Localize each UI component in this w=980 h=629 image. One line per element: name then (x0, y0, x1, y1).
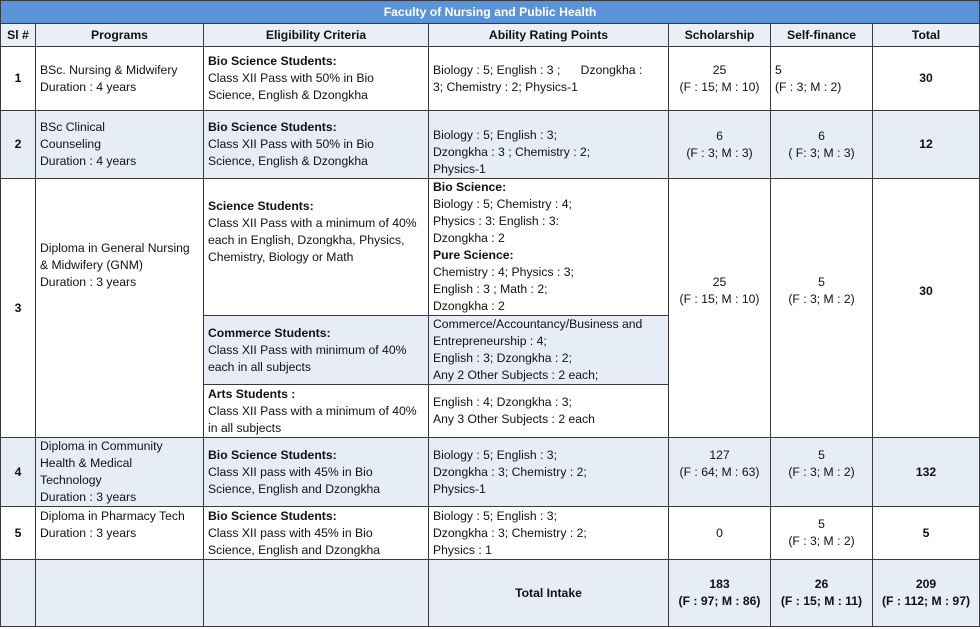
ability-line: Any 3 Other Subjects : 2 each (433, 412, 595, 426)
header-row (1, 24, 980, 47)
self-finance-count: 5 (775, 62, 782, 77)
eligibility-line: Class XII pass with 45% in Bio (208, 464, 373, 479)
total-cell (873, 179, 980, 438)
eligibility-heading: Arts Students : (208, 386, 296, 401)
self-finance-cell (771, 179, 873, 438)
scholarship-split: (F : 15; M : 10) (679, 79, 760, 94)
ability-line: 3; Chemistry : 2; Physics-1 (433, 79, 578, 94)
title-row (1, 1, 980, 24)
program-cell (36, 507, 204, 560)
eligibility-heading: Bio Science Students: (208, 447, 337, 462)
grand-total-split: (F : 112; M : 97) (882, 594, 971, 608)
ability-cell (429, 507, 669, 560)
eligibility-line: Science, English and Dzongkha (208, 481, 381, 496)
total-self-finance-count: 26 (814, 577, 829, 591)
scholarship-count: 25 (712, 275, 727, 289)
program-duration: Duration : 3 years (40, 490, 137, 504)
program-name: Diploma in Community (40, 439, 163, 453)
eligibility-heading: Science Students: (208, 199, 314, 213)
eligibility-line: Class XII Pass with a minimum of 40% (208, 216, 417, 230)
header-scholarship: Scholarship (669, 24, 771, 47)
self-finance-split: (F : 3; M : 2) (788, 292, 855, 306)
total-cell: 30 (873, 47, 980, 111)
self-finance-split: (F : 3; M : 2) (788, 464, 855, 479)
program-duration: Duration : 3 years (40, 525, 137, 540)
ability-cell-arts (429, 385, 669, 438)
ability-cell-commerce (429, 316, 669, 385)
eligibility-cell (204, 47, 429, 111)
self-finance-cell (771, 47, 873, 111)
ability-line: Biology : 5; English : 3 ; Dzongkha : (433, 62, 643, 77)
total-intake-label: Total Intake (429, 560, 669, 627)
ability-cell (429, 438, 669, 507)
eligibility-cell (204, 438, 429, 507)
total-cell: 5 (873, 507, 980, 560)
self-finance-count: 5 (818, 447, 825, 462)
total-scholarship-split: (F : 97; M : 86) (678, 594, 761, 608)
self-finance-count: 6 (818, 128, 825, 143)
program-name: Diploma in General Nursing (40, 241, 190, 255)
scholarship-count: 25 (712, 62, 727, 77)
ability-line: Biology : 5; English : 3; (433, 508, 557, 523)
eligibility-heading: Bio Science Students: (208, 508, 337, 523)
ability-line: Chemistry : 4; Physics : 3; (433, 265, 574, 279)
program-cell (36, 179, 204, 438)
total-scholarship-cell (669, 560, 771, 627)
program-name: BSc Clinical (40, 120, 106, 134)
total-cell: 132 (873, 438, 980, 507)
program-name: Health & Medical (40, 456, 133, 470)
header-self-finance: Self-finance (771, 24, 873, 47)
eligibility-line: Class XII Pass with 50% in Bio (208, 71, 374, 85)
ability-cell-science (429, 179, 669, 316)
self-finance-split: (F : 3; M : 2) (788, 534, 855, 548)
self-finance-cell (771, 507, 873, 560)
empty-cell (1, 560, 36, 627)
ability-line: Dzongkha : 2 (433, 299, 505, 313)
total-value: 30 (919, 283, 933, 298)
self-finance-cell (771, 111, 873, 179)
ability-group-heading: Bio Science: (433, 180, 507, 194)
ability-line: English : 3; Dzongkha : 2; (433, 351, 572, 365)
eligibility-cell (204, 111, 429, 179)
ability-cell (429, 111, 669, 179)
program-cell (36, 111, 204, 179)
ability-line: Physics : 1 (433, 542, 492, 557)
eligibility-cell-science (204, 179, 429, 316)
self-finance-cell (771, 438, 873, 507)
table-row (1, 111, 980, 179)
table-row (1, 47, 980, 111)
self-finance-count: 5 (818, 275, 825, 289)
grand-total-count: 209 (915, 577, 937, 591)
header-sl: Sl # (1, 24, 36, 47)
row-sl: 1 (1, 47, 36, 111)
row-sl: 5 (1, 507, 36, 560)
scholarship-cell (669, 438, 771, 507)
ability-line: Entrepreneurship : 4; (433, 334, 547, 348)
table-row (1, 507, 980, 560)
program-duration: Duration : 3 years (40, 275, 137, 289)
program-duration: Duration : 4 years (40, 79, 137, 94)
header-total: Total (873, 24, 980, 47)
eligibility-line: Class XII Pass with minimum of 40% (208, 342, 407, 357)
eligibility-line: Class XII Pass with a minimum of 40% (208, 403, 417, 418)
row-sl: 2 (1, 111, 36, 179)
program-name: & Midwifery (GNM) (40, 258, 143, 272)
eligibility-heading: Bio Science Students: (208, 54, 337, 68)
eligibility-heading: Bio Science Students: (208, 120, 337, 134)
scholarship-count: 6 (716, 128, 723, 143)
eligibility-line: each in English, Dzongkha, Physics, (208, 233, 405, 247)
header-ability: Ability Rating Points (429, 24, 669, 47)
program-name: Diploma in Pharmacy Tech (40, 508, 185, 523)
eligibility-line: each in all subjects (208, 359, 311, 374)
eligibility-line: Class XII Pass with 50% in Bio (208, 137, 374, 151)
eligibility-line: in all subjects (208, 420, 282, 435)
program-name: Technology (40, 473, 102, 487)
ability-group-heading: Pure Science: (433, 248, 514, 262)
empty-cell (36, 560, 204, 627)
program-name: Counseling (40, 137, 101, 151)
eligibility-cell-commerce (204, 316, 429, 385)
eligibility-line: Science, English and Dzongkha (208, 542, 381, 557)
ability-line: Physics : 3: English : 3: (433, 214, 559, 228)
program-cell (36, 438, 204, 507)
row-sl: 4 (1, 438, 36, 507)
scholarship-cell (669, 111, 771, 179)
ability-cell (429, 47, 669, 111)
table-title: Faculty of Nursing and Public Health (1, 1, 980, 24)
total-self-finance-split: (F : 15; M : 11) (780, 594, 863, 608)
eligibility-line: Chemistry, Biology or Math (208, 250, 354, 264)
table-row (1, 438, 980, 507)
ability-line: Dzongkha : 3; Chemistry : 2; (433, 464, 587, 479)
program-cell (36, 47, 204, 111)
self-finance-split: ( F: 3; M : 3) (788, 145, 855, 160)
eligibility-line: Science, English & Dzongkha (208, 154, 368, 168)
scholarship-split: (F : 15; M : 10) (679, 292, 760, 306)
total-scholarship-count: 183 (709, 577, 730, 591)
eligibility-cell (204, 507, 429, 560)
ability-line: English : 3 ; Math : 2; (433, 282, 548, 296)
header-eligibility: Eligibility Criteria (204, 24, 429, 47)
eligibility-line: Class XII pass with 45% in Bio (208, 525, 373, 540)
header-programs: Programs (36, 24, 204, 47)
total-cell: 12 (873, 111, 980, 179)
row-sl: 3 (1, 179, 36, 438)
ability-line: Commerce/Accountancy/Business and (433, 317, 643, 331)
scholarship-cell (669, 47, 771, 111)
program-duration: Duration : 4 years (40, 154, 137, 168)
empty-cell (204, 560, 429, 627)
table-row (1, 179, 980, 316)
grand-total-cell (873, 560, 980, 627)
scholarship-split: (F : 3; M : 3) (686, 145, 753, 160)
ability-line: Physics-1 (433, 481, 486, 496)
ability-line: Biology : 5; English : 3; (433, 447, 557, 462)
ability-line: Dzongkha : 3; Chemistry : 2; (433, 525, 587, 540)
scholarship-count: 127 (709, 447, 730, 462)
scholarship-cell: 0 (669, 507, 771, 560)
ability-line: Physics-1 (433, 162, 486, 176)
ability-line: Any 2 Other Subjects : 2 each; (433, 368, 599, 382)
eligibility-cell-arts (204, 385, 429, 438)
total-intake-row (1, 560, 980, 627)
ability-line: Dzongkha : 2 (433, 231, 505, 245)
total-self-finance-cell (771, 560, 873, 627)
ability-line: Dzongkha : 3 ; Chemistry : 2; (433, 145, 591, 159)
program-name: BSc. Nursing & Midwifery (40, 62, 178, 77)
self-finance-count: 5 (818, 517, 825, 531)
eligibility-line: Science, English & Dzongkha (208, 88, 368, 102)
ability-line: English : 4; Dzongkha : 3; (433, 395, 572, 409)
self-finance-split: (F : 3; M : 2) (775, 79, 842, 94)
ability-line: Biology : 5; Chemistry : 4; (433, 197, 572, 211)
scholarship-cell (669, 179, 771, 438)
ability-line: Biology : 5; English : 3; (433, 128, 557, 142)
eligibility-heading: Commerce Students: (208, 325, 331, 340)
scholarship-split: (F : 64; M : 63) (679, 464, 760, 479)
